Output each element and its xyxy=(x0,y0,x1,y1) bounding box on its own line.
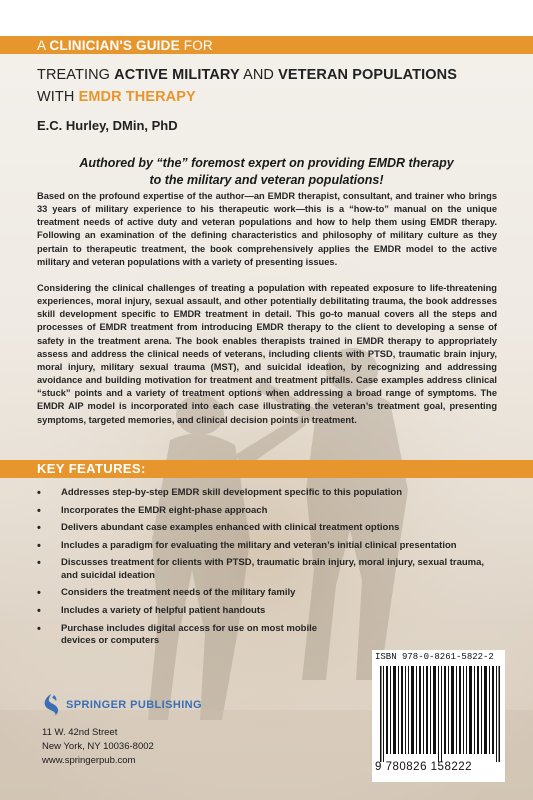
feature-item: • Addresses step-by-step EMDR skill development specific to this population xyxy=(37,487,507,500)
barcode-image xyxy=(380,666,500,762)
description-paragraph-2: Considering the clinical challenges of treating a population with repeated exposure to life-threatening experiences, moral injury, sexual assault, and other potentially debilitating trauma, the book addresses skill development specific to EMDR treatment in detail. This go-to manual covers all the steps and processes of EMDR treatment from introducing EMDR therapy to the client to developing a sense of safety in the treatment arena. The book enables therapists trained in EMDR therapy to appropriately assess and address the clinical needs of veterans, including clients with PTSD, traumatic brain injury, moral injury, military sexual trauma (MST), and suicidal ideation, by recognizing and addressing avoidance and building motivation for treatment and treatment pitfalls. Case examples address clinical “stuck” points and a variety of treatment options when addressing a broad range of symptoms. The EMDR AIP model is incorporated into each case illustrating the veteran’s treatment goal, presenting symptoms, targeted memories, and clinical decision points in treatment. xyxy=(37,283,497,425)
key-features-title: KEY FEATURES: xyxy=(37,461,146,476)
description-paragraph-1: Based on the profound expertise of the author—an EMDR therapist, consultant, and trainer who brings 33 years of military experience to his therapeutic work—this is a “how-to” manual on the unique treatment needs of active duty and veteran populations and how to help them using EMDR therapy. Following an examination of the defining characteristics and philosophy of military culture as they pertain to therapeutic treatment, the book comprehensively applies the EMDR model to the active military and veteran populations with a variety of presenting issues. xyxy=(37,191,497,267)
isbn-label: ISBN 978-0-8261-5822-2 xyxy=(375,652,494,662)
book-title-line2: WITH EMDR THERAPY xyxy=(37,89,196,105)
top-strip xyxy=(0,0,533,36)
key-features-list xyxy=(37,487,507,653)
feature-item: • Includes a paradigm for evaluating the military and veteran’s initial clinical presentation xyxy=(37,540,473,553)
author-name: E.C. Hurley, DMin, PhD xyxy=(37,118,178,133)
tagline: Authored by “the” foremost expert on providing EMDR therapy to the military and veteran populations! xyxy=(79,156,454,187)
feature-item: • Delivers abundant case examples enhanced with clinical treatment options xyxy=(37,522,507,535)
feature-item: • Incorporates the EMDR eight-phase approach xyxy=(37,505,507,518)
ean-digits: 9 780826 158222 xyxy=(375,761,473,773)
book-title-line1: TREATING ACTIVE MILITARY AND VETERAN POPULATIONS xyxy=(37,67,457,83)
publisher-address: 11 W. 42nd Street New York, NY 10036-8002 www.springerpub.com xyxy=(42,727,154,766)
feature-item: • Discusses treatment for clients with PTSD, traumatic brain injury, moral injury, sexual trauma, and suicidal ideation xyxy=(37,557,501,582)
publisher-website: www.springerpub.com xyxy=(42,755,136,766)
publisher-name: SPRINGER PUBLISHING xyxy=(66,699,202,711)
springer-logo-icon xyxy=(40,693,62,717)
feature-item: • Considers the treatment needs of the military family xyxy=(37,587,507,600)
series-title: A CLINICIAN'S GUIDE FOR xyxy=(37,38,213,53)
feature-item: • Purchase includes digital access for use on most mobile devices or computers xyxy=(37,623,331,648)
feature-item: • Includes a variety of helpful patient handouts xyxy=(37,605,507,618)
